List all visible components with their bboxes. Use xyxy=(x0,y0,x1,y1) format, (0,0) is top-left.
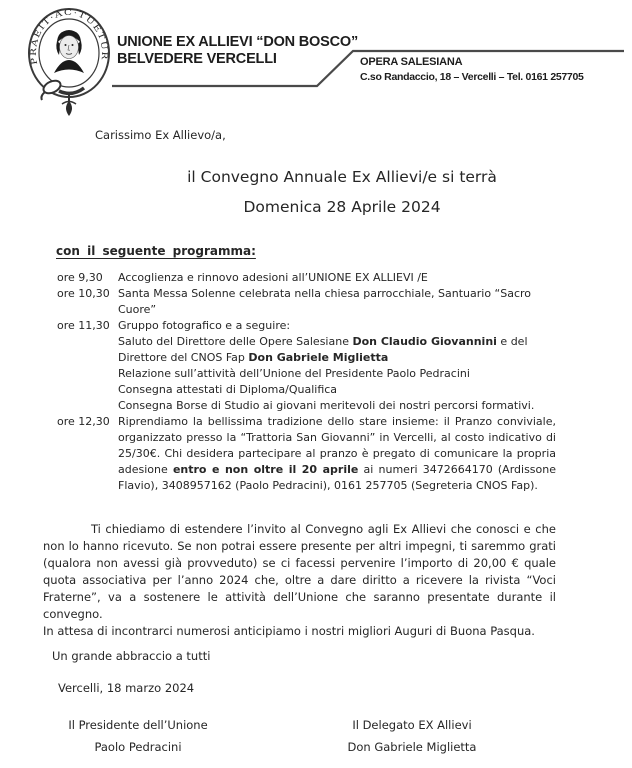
program-time: ore 9,30 xyxy=(57,271,103,284)
org-name-line2: BELVEDERE VERCELLI xyxy=(117,51,277,67)
body-paragraphs xyxy=(43,521,556,640)
program-row xyxy=(57,286,556,318)
program-row xyxy=(57,414,556,494)
closing-line: Un grande abbraccio a tutti xyxy=(52,649,211,663)
signature-name: Don Gabriele Miglietta xyxy=(347,740,477,754)
signature-delegate xyxy=(322,714,502,758)
program-row xyxy=(57,318,556,414)
signature-name: Paolo Pedracini xyxy=(94,740,182,754)
program-description: Accoglienza e rinnovo adesioni all’UNIONE EX ALLIEVI /E xyxy=(118,271,428,284)
headline-line2: Domenica 28 Aprile 2024 xyxy=(243,198,441,216)
program-description: Riprendiamo la bellissima tradizione dello stare insieme: il Pranzo conviviale, organizzato presso la “Trattoria San Giovanni” in Vercelli, al costo indicativo di 25/30€. Chi desidera partecipare al pranzo è pregato di comunicare la propria adesione entro e non oltre il 20 aprile ai numeri 3472664170 (Ardissone Flavio), 3408957162 (Paolo Pedracini), 0161 257705 (Segreteria CNOS Fap). xyxy=(118,415,557,492)
paragraph-pasqua: In attesa di incontrarci numerosi anticipiamo i nostri migliori Auguri di Buona Pasqua. xyxy=(43,624,535,638)
program-intro: con il seguente programma: xyxy=(56,244,256,258)
program-time: ore 12,30 xyxy=(57,415,110,428)
program-time: ore 11,30 xyxy=(57,319,110,332)
header-divider-lines xyxy=(0,0,632,100)
salutation: Carissimo Ex Allievo/a, xyxy=(95,128,226,142)
address-phone-line: C.so Randaccio, 18 – Vercelli – Tel. 0161 257705 xyxy=(360,71,584,83)
signature-role: Il Delegato EX Allievi xyxy=(352,718,472,732)
program-row xyxy=(57,270,556,286)
dateline: Vercelli, 18 marzo 2024 xyxy=(58,681,195,695)
program-time: ore 10,30 xyxy=(57,287,110,300)
opera-salesiana-label: OPERA SALESIANA xyxy=(360,56,463,68)
paragraph-invitation: Ti chiediamo di estendere l’invito al Convegno agli Ex Allievi che conosci e che non lo hanno ricevuto. Se non potrai essere presente per altri impegni, ti saremmo grati (qualora non avessi già provveduto) se ci facessi pervenire l’importo di 20,00 € quale quota associativa per l’anno 2024 che, oltre a dare diritto a ricevere la rivista “Voci Fraterne”, va a sostenere le attività dell’Unione che saranno presentate durante il convegno. xyxy=(43,522,556,621)
program-description: Santa Messa Solenne celebrata nella chiesa parrocchiale, Santuario “Sacro Cuore” xyxy=(118,287,532,316)
program-description: Gruppo fotografico e a seguire: Saluto del Direttore delle Opere Salesiane Don Claudio Giovannini e del Direttore del CNOS Fap Don Gabriele Miglietta Relazione sull’attività dell’Unione del Presidente Paolo Pedracini Consegna attestati di Diploma/Qualifica Consegna Borse di Studio ai giovani meritevoli dei nostri percorsi formativi. xyxy=(118,319,535,412)
signature-role: Il Presidente dell’Unione xyxy=(68,718,208,732)
program-list xyxy=(57,270,556,494)
signature-president xyxy=(48,714,228,758)
org-name-line1: UNIONE EX ALLIEVI “DON BOSCO” xyxy=(117,34,358,50)
seal-motto-text: PRAEIT·AC·TUETUR xyxy=(28,7,110,66)
headline xyxy=(52,167,632,217)
headline-line1: il Convegno Annuale Ex Allievi/e si terrà xyxy=(187,168,497,186)
